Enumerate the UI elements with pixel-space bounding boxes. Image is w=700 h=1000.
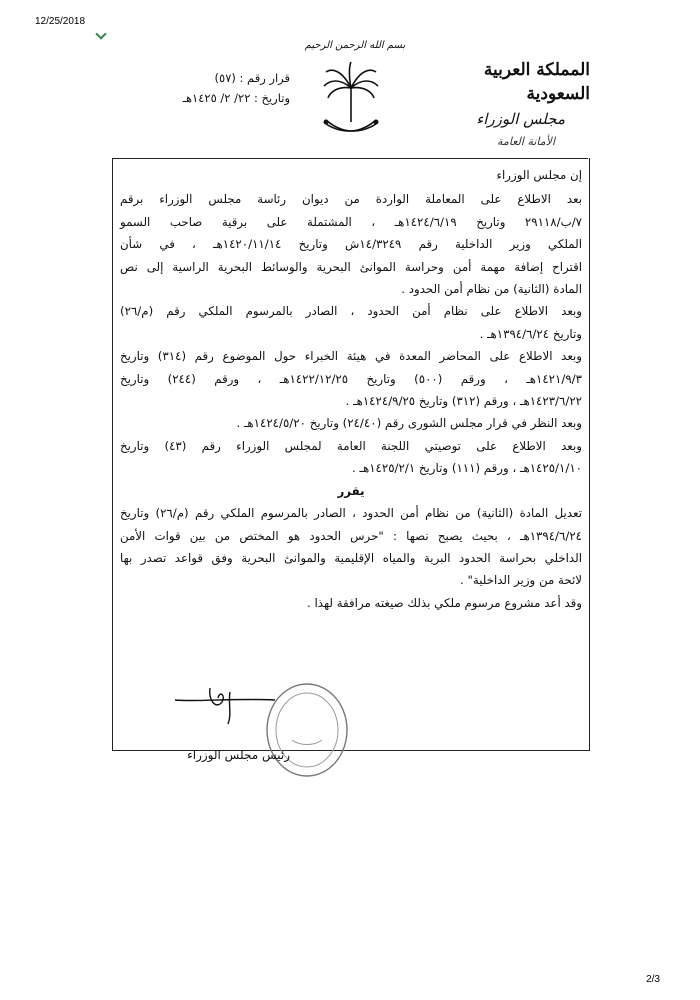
body-line: ١٤٢٣/٦/٢٢هـ ، ورقم (٣١٢) وتاريخ ١٤٢٤/٩/٢٥هـ . xyxy=(345,394,582,409)
decision-line: تعديل المادة (الثانية) من نظام أمن الحدود ، الصادر بالمرسوم الملكي رقم (م/٢٦) وتاريخ xyxy=(120,506,582,521)
decision-number: قرار رقم : (٥٧) xyxy=(214,71,290,85)
decision-line: لائحة من وزير الداخلية" . xyxy=(459,573,582,588)
letterhead xyxy=(420,58,590,152)
body-line: وبعد الاطلاع على نظام أمن الحدود ، الصادر بالمرسوم الملكي رقم (م/٢٦) xyxy=(120,304,582,319)
page-number: 2/3 xyxy=(646,974,660,985)
decision-date: وتاريخ : ٢٢/ ٢/ ١٤٢٥هـ xyxy=(182,91,290,105)
body-line: ١٤٢١/٩/٣هـ ، ورقم (٥٠٠) وتاريخ ١٤٢٢/١٢/٢٥هـ ، ورقم (٢٤٤) وتاريخ xyxy=(120,371,582,386)
body-line: وبعد النظر في قرار مجلس الشورى رقم (٢٤/٤٠) وتاريخ ١٤٢٤/٥/٢٠هـ . xyxy=(236,416,582,431)
kingdom-name: المملكة العربية السعودية xyxy=(483,60,590,104)
body-line: الملكي وزير الداخلية رقم ١٤/٣٢٤٩ش وتاريخ ١٤٢٠/١١/١٤هـ ، في شأن xyxy=(120,237,582,252)
palm-swords-emblem-icon xyxy=(318,60,384,146)
decision-body xyxy=(120,164,582,614)
basmala: بسم الله الرحمن الرحيم xyxy=(304,40,406,51)
decision-line: ١٣٩٤/٦/٢٤هـ ، بحيث يصبح نصها : "حرس الحدود هو المختص من بين قوات الأمن xyxy=(120,528,582,543)
decision-reference xyxy=(120,68,290,108)
decision-line: وقد أعد مشروع مرسوم ملكي بذلك صيغته مرافقة لهذا . xyxy=(306,595,582,610)
body-line: المادة (الثانية) من نظام أمن الحدود . xyxy=(401,282,582,297)
body-line: ١٤٢٥/١/١٠هـ ، ورقم (١١١) وتاريخ ١٤٢٥/٢/١هـ . xyxy=(352,461,582,476)
body-line: وتاريخ ١٣٩٤/٦/٢٤هـ . xyxy=(479,326,582,341)
intro-line: إن مجلس الوزراء xyxy=(496,168,582,182)
official-seal-icon xyxy=(262,680,352,780)
checkmark-icon xyxy=(95,28,106,39)
secretariat-name: الأمانة العامة xyxy=(497,135,555,148)
body-line: وبعد الاطلاع على المحاضر المعدة في هيئة الخبراء حول الموضوع رقم (٣١٤) وتاريخ xyxy=(120,349,582,364)
body-line: اقتراح إضافة مهمة أمن وحراسة الموانئ البحرية والوسائط البحرية الراسية إلى نص xyxy=(120,259,582,274)
decision-line: الداخلي بحراسة الحدود البرية والمياه الإقليمية والموانئ البحرية وفق قواعد تصدر بها xyxy=(120,550,582,565)
print-date: 12/25/2018 xyxy=(35,16,86,27)
signature-title: رئيس مجلس الوزراء xyxy=(187,748,290,762)
body-line: وبعد الاطلاع على توصيتي اللجنة العامة لمجلس الوزراء رقم (٤٣) وتاريخ xyxy=(120,438,582,453)
council-name: مجلس الوزراء xyxy=(476,110,565,128)
decides-heading: يقرر xyxy=(337,483,365,498)
body-line: بعد الاطلاع على المعاملة الواردة من ديوان رئاسة مجلس الوزراء برقم xyxy=(120,192,582,207)
body-line: ٧/ب/٢٩١١٨ وتاريخ ١٤٢٤/٦/١٩هـ ، المشتملة على برقية صاحب السمو xyxy=(120,214,583,229)
